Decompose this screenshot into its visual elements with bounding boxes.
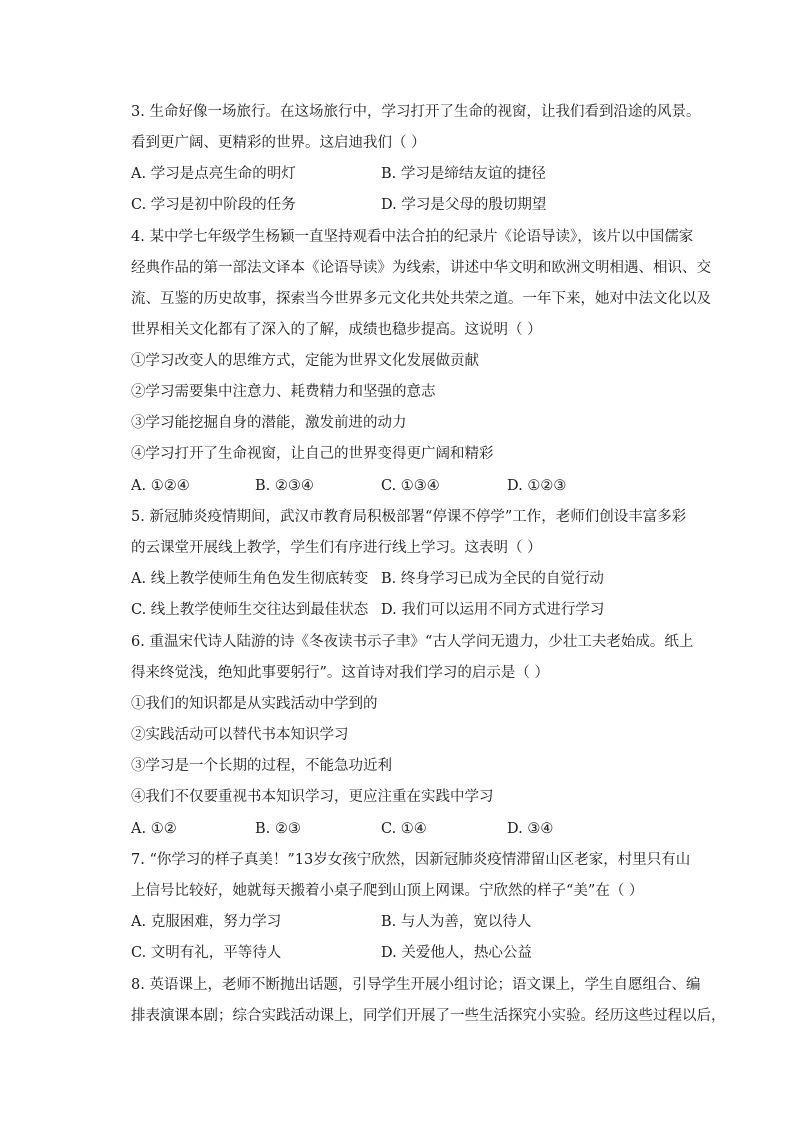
q6-statement-3: ③学习是一个长期的过程，不能急功近利: [131, 758, 392, 774]
q5-option-d: D. 我们可以运用不同方式进行学习: [381, 602, 605, 618]
q6-statement-4: ④我们不仅要重视书本知识学习，更应注重在实践中学习: [131, 789, 494, 805]
q5-option-b: B. 终身学习已成为全民的自觉行动: [381, 571, 604, 587]
q4-stem-line-4: 世界相关文化都有了深入的了解，成绩也稳步提高。这说明（ ）: [131, 322, 542, 338]
q6-option-c: C. ①④: [381, 821, 427, 837]
q5-stem-line-1: 5. 新冠肺炎疫情期间，武汉市教育局积极部署“停课不停学”工作，老师们创设丰富多彩: [131, 509, 687, 525]
q6-stem-line-1: 6. 重温宋代诗人陆游的诗《冬夜读书示子聿》“古人学问无遗力，少壮工夫老始成。纸上: [131, 634, 694, 650]
q4-option-a: A. ①②④: [131, 478, 190, 494]
q6-stem-line-2: 得来终觉浅，绝知此事要躬行”。这首诗对我们学习的启示是（ ）: [131, 665, 550, 681]
q4-option-c: C. ①③④: [381, 478, 440, 494]
q3-option-b: B. 学习是缔结友谊的捷径: [381, 166, 546, 182]
q7-stem-line-1: 7. “你学习的样子真美！”13岁女孩宁欣然，因新冠肺炎疫情滞留山区老家，村里只有山: [131, 852, 691, 868]
q4-stem-line-1: 4. 某中学七年级学生杨颖一直坚持观看中法合拍的纪录片《论语导读》，该片以中国儒家: [131, 229, 694, 245]
q3-option-c: C. 学习是初中阶段的任务: [131, 197, 296, 213]
q5-stem-line-2: 的云课堂开展线上教学，学生们有序进行线上学习。这表明（ ）: [131, 540, 542, 556]
q8-stem-line-2: 排表演课本剧；综合实践活动课上，同学们开展了一些生活探究小实验。经历这些过程以后，: [131, 1008, 726, 1024]
q4-stem-line-3: 流、互鉴的历史故事，探索当今世界多元文化共处共荣之道。一年下来，她对中法文化以及: [131, 291, 711, 307]
q4-statement-1: ①学习改变人的思维方式，定能为世界文化发展做贡献: [131, 353, 479, 369]
q7-stem-line-2: 上信号比较好，她就每天搬着小桌子爬到山顶上网课。宁欣然的样子“美”在（ ）: [131, 883, 644, 899]
q3-option-a: A. 学习是点亮生命的明灯: [131, 166, 296, 182]
q8-stem-line-1: 8. 英语课上，老师不断抛出话题，引导学生开展小组讨论；语文课上，学生自愿组合、编: [131, 977, 701, 993]
q4-statement-4: ④学习打开了生命视窗，让自己的世界变得更广阔和精彩: [131, 446, 494, 462]
q6-statement-1: ①我们的知识都是从实践活动中学到的: [131, 696, 378, 712]
q3-option-d: D. 学习是父母的殷切期望: [381, 197, 547, 213]
q7-option-c: C. 文明有礼，平等待人: [131, 945, 282, 961]
q4-option-d: D. ①②③: [507, 478, 567, 494]
q4-statement-2: ②学习需要集中注意力、耗费精力和坚强的意志: [131, 384, 436, 400]
q6-option-d: D. ③④: [507, 821, 554, 837]
q4-stem-line-2: 经典作品的第一部法文译本《论语导读》为线索，讲述中华文明和欧洲文明相遇、相识、交: [131, 260, 711, 276]
q5-option-a: A. 线上教学使师生角色发生彻底转变: [131, 571, 369, 587]
q7-option-d: D. 关爱他人，热心公益: [381, 945, 532, 961]
q3-stem-line-2: 看到更广阔、更精彩的世界。这启迪我们（ ）: [131, 135, 426, 151]
q7-option-b: B. 与人为善，宽以待人: [381, 914, 532, 930]
q6-statement-2: ②实践活动可以替代书本知识学习: [131, 727, 349, 743]
q7-option-a: A. 克服困难，努力学习: [131, 914, 282, 930]
q4-statement-3: ③学习能挖掘自身的潜能，激发前进的动力: [131, 415, 407, 431]
q6-option-b: B. ②③: [255, 821, 301, 837]
q4-option-b: B. ②③④: [255, 478, 314, 494]
q5-option-c: C. 线上教学使师生交往达到最佳状态: [131, 602, 369, 618]
q3-stem-line-1: 3. 生命好像一场旅行。在这场旅行中，学习打开了生命的视窗，让我们看到沿途的风景。: [131, 104, 701, 120]
q6-option-a: A. ①②: [131, 821, 177, 837]
